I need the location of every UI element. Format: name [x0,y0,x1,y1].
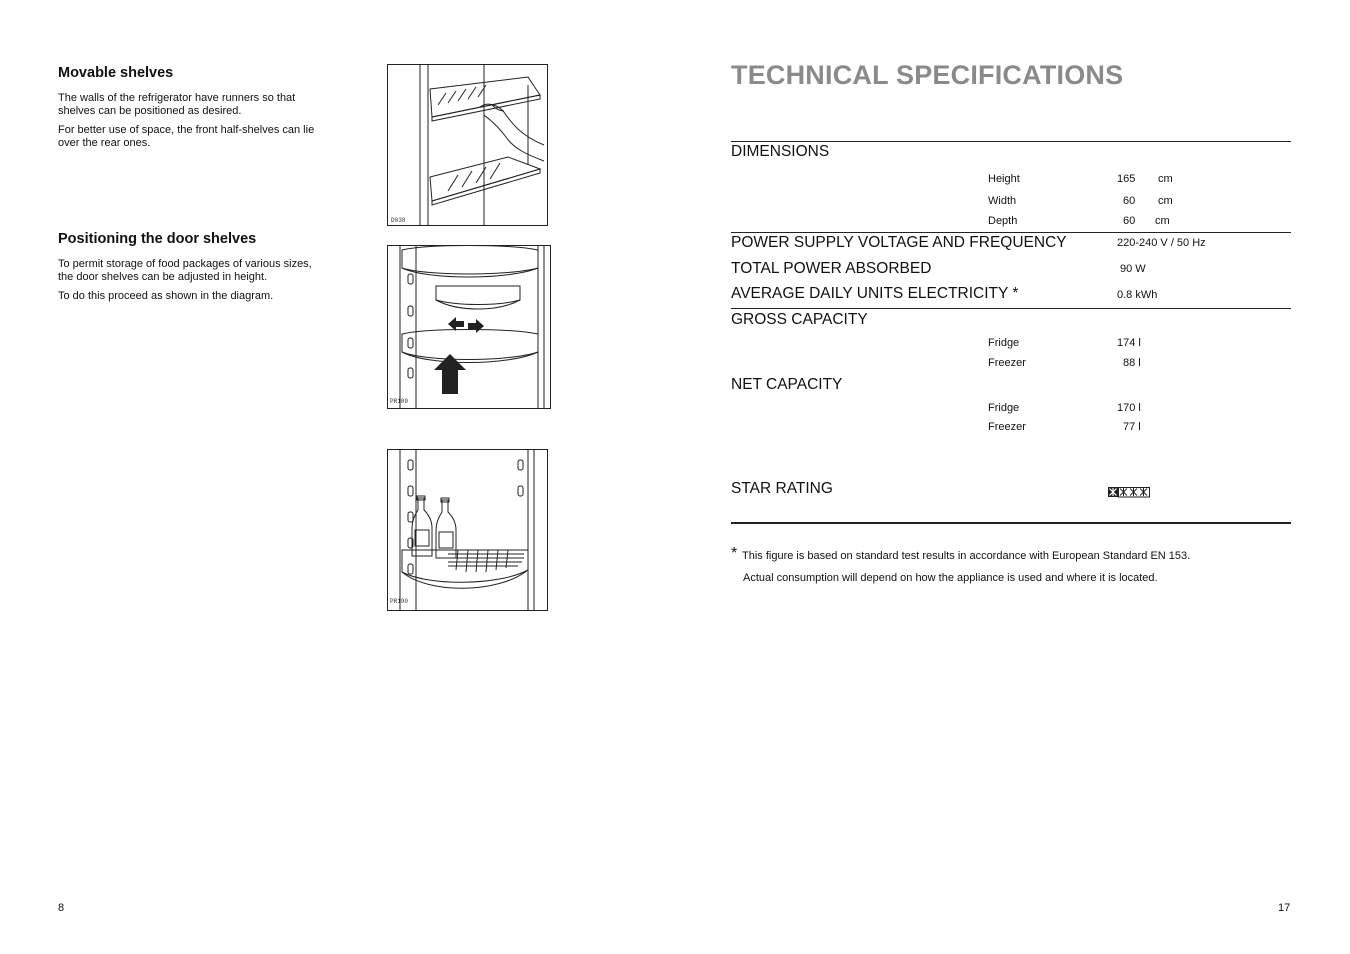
door-shelves-text-1a: To permit storage of food packages of various sizes, [58,258,312,270]
shelf-illustration [387,64,548,226]
gross-freezer-value: 88 l [1123,357,1141,369]
width-label: Width [988,195,1017,207]
fig1-code: D038 [391,217,406,224]
net-freezer-label: Freezer [988,421,1026,433]
avg-daily-value: 0.8 kWh [1117,289,1158,301]
power-supply-label: POWER SUPPLY VOLTAGE AND FREQUENCY [731,234,1067,251]
width-value: 60 [1123,195,1136,207]
height-unit: cm [1158,173,1173,185]
total-power-value: 90 W [1120,263,1146,275]
movable-shelves-text-2a: For better use of space, the front half-shelves can lie [58,124,315,136]
star-rating-icon [1108,487,1150,498]
rule-capacity [731,308,1291,309]
page-number-right: 17 [1278,902,1291,914]
gross-freezer-label: Freezer [988,357,1026,369]
door-shelves-heading: Positioning the door shelves [58,231,257,247]
net-freezer-value: 77 l [1123,421,1141,433]
fig3-code: PR190 [390,598,409,605]
net-capacity-label: NET CAPACITY [731,376,843,393]
gross-capacity-label: GROSS CAPACITY [731,311,868,328]
rule-power [731,232,1291,233]
movable-shelves-heading: Movable shelves [58,65,174,81]
movable-shelves-text-1b: shelves can be positioned as desired. [58,105,242,117]
star-rating-label: STAR RATING [731,480,833,497]
height-label: Height [988,173,1020,185]
height-value: 165 [1117,173,1136,185]
page-title: TECHNICAL SPECIFICATIONS [731,60,1124,90]
footnote-asterisk: * [731,545,738,562]
rule-top [731,141,1291,142]
bottle-shelf-illustration [387,449,548,611]
total-power-label: TOTAL POWER ABSORBED [731,260,932,277]
dimensions-label: DIMENSIONS [731,143,830,160]
depth-unit: cm [1155,215,1170,227]
rule-bottom [731,522,1291,524]
fig2-code: PR189 [390,398,409,405]
gross-fridge-label: Fridge [988,337,1020,349]
width-unit: cm [1158,195,1173,207]
door-shelf-illustration [387,245,551,409]
net-fridge-value: 170 l [1117,402,1141,414]
footnote-line-1: This figure is based on standard test results in accordance with European Standard EN 153. [742,550,1191,562]
power-supply-value: 220-240 V / 50 Hz [1117,237,1206,249]
gross-fridge-value: 174 l [1117,337,1141,349]
door-shelves-text-1b: the door shelves can be adjusted in height. [58,271,268,283]
page-number-left: 8 [58,902,65,914]
depth-value: 60 [1123,215,1136,227]
footnote-line-2: Actual consumption will depend on how the appliance is used and where it is located. [743,572,1158,584]
movable-shelves-text-2b: over the rear ones. [58,137,151,149]
door-shelves-text-2: To do this proceed as shown in the diagram. [58,290,274,302]
depth-label: Depth [988,215,1018,227]
avg-daily-label: AVERAGE DAILY UNITS ELECTRICITY * [731,285,1019,302]
movable-shelves-text-1a: The walls of the refrigerator have runners so that [58,92,296,104]
net-fridge-label: Fridge [988,402,1020,414]
